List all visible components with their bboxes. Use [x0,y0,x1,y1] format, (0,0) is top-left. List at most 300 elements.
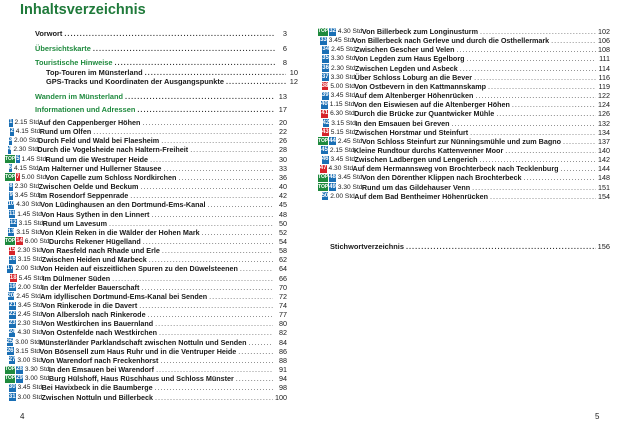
tour-title: Zwischen Oelde und Beckum [38,182,139,192]
tour-number-badge: 24 [8,329,16,336]
tour-number-badge: 19 [9,283,16,290]
tour-row[interactable] [5,393,287,402]
top-badge [5,320,8,328]
toc-page: 3 [282,29,287,38]
leader-dots [249,338,273,347]
tour-duration: 2.15 Std. [329,146,357,154]
tour-title: Rund um Olfen [39,127,92,137]
tour-page: 106 [598,36,610,46]
tour-page: 54 [279,236,287,246]
tour-duration: 3.30 Std. [24,366,52,374]
tour-duration: 2.45 Std. [331,46,358,54]
top-badge [5,393,8,401]
tour-row[interactable] [318,164,610,173]
toc-label: Informationen und Adressen [35,105,136,114]
tour-duration: 3.30 Std. [330,55,358,63]
tour-number-badge: 27 [8,356,16,363]
top-badge [5,183,8,191]
tour-number-badge: 40 [321,101,328,108]
leader-dots [551,36,596,45]
top-badge [318,146,320,154]
tour-row[interactable] [5,182,287,191]
tour-duration: 4.30 Std. [337,28,365,35]
top-badge [5,228,7,236]
tour-page: 62 [279,255,287,265]
tour-page: 137 [598,136,610,146]
top-badge: TOP [5,237,16,244]
tour-number-badge: 31 [8,393,16,400]
tour-title: Zwischen Heiden und Marbeck [41,255,147,265]
tour-duration: 2.00 Std. [17,283,45,291]
tour-page: 77 [279,310,287,320]
leader-dots [561,164,596,173]
leader-dots [236,374,273,383]
tour-number-badge: 18 [9,274,17,281]
tour-title: Durch Feld und Wald bei Flaesheim [38,136,160,146]
toc-row[interactable] [35,58,287,67]
tour-page: 30 [279,154,287,164]
tour-page: 80 [279,319,287,329]
tour-duration: 3.45 Std. [17,302,45,309]
tour-row[interactable] [5,191,287,200]
tour-row[interactable] [318,91,610,100]
tour-page: 88 [279,355,287,365]
tour-row[interactable] [318,109,610,118]
tour-page: 100 [275,392,287,402]
tour-page: 94 [279,374,287,384]
tour-duration: 3.00 Std. [24,375,52,383]
tour-page: 132 [598,118,610,128]
tour-page: 134 [598,127,610,137]
top-badge [5,128,9,136]
tour-row[interactable] [5,310,287,319]
top-badge [318,128,321,136]
tour-row[interactable] [5,365,287,374]
tour-duration: 2.15 Std. [14,119,41,126]
leader-dots [488,82,596,91]
tour-row[interactable] [5,356,287,365]
leader-dots [93,44,275,53]
tour-page: 22 [279,127,287,137]
toc-row[interactable] [35,77,298,86]
tour-number-badge: 38 [321,82,329,89]
leader-dots [490,192,596,201]
leader-dots [64,29,275,38]
tour-row[interactable] [5,164,287,173]
tour-number-badge: 25 [6,338,14,345]
tour-title: Von den Dörenther Klippen nach Brochterbeck [361,173,522,183]
toc-row[interactable] [35,105,287,114]
tour-number-badge: 43 [322,128,329,135]
top-badge: TOP [5,173,16,180]
tour-duration: 2.30 Std. [17,320,44,328]
leader-dots [406,242,596,251]
leader-dots [143,237,273,246]
tour-number-badge: 39 [321,92,329,99]
stichwort-row[interactable] [330,242,610,251]
leader-dots [190,145,273,154]
tour-title: Über Schloss Loburg an die Bever [354,72,473,82]
tour-page: 26 [279,136,287,146]
tour-row[interactable] [5,228,287,237]
tour-row[interactable] [5,145,287,154]
leader-dots [151,210,273,219]
tour-page: 36 [279,172,287,182]
tour-duration: 3.30 Std. [330,73,358,81]
tour-duration: 3.30 Std. [337,183,365,191]
tour-number-badge: 35 [322,55,329,62]
tour-duration: 1.45 Std. [21,155,48,163]
tour-row[interactable] [318,36,610,45]
toc-label: Touristische Hinweise [35,58,113,67]
tour-number-badge: 34 [322,46,330,53]
leader-dots [161,136,273,145]
tour-row[interactable] [318,128,610,137]
tour-page: 20 [279,118,287,127]
tour-title: In den Emsauen bei Warendorf [48,365,155,375]
top-badge [318,64,321,72]
toc-label: Top-Touren im Münsterland [46,68,143,77]
tour-title: Zwischen Horstmar und Steinfurt [354,127,469,137]
tour-row[interactable] [318,155,610,164]
tour-title: Durch die Brücke zur Quantwicker Mühle [354,109,495,119]
tour-page: 72 [279,291,287,301]
leader-dots [160,356,273,365]
leader-dots [480,27,596,36]
tour-duration: 3.45 Std. [330,156,357,164]
top-badge [5,119,8,127]
leader-dots [475,91,596,100]
tour-row[interactable] [5,237,287,246]
toc-page: 6 [282,44,287,53]
leader-dots [156,365,273,374]
tour-page: 74 [279,301,287,310]
top-badge [5,146,7,154]
page-number-left: 4 [20,412,25,421]
tour-number-badge: 1 [9,119,13,125]
top-badge [318,73,321,81]
toc-row[interactable] [35,44,287,53]
top-badge [318,165,319,173]
tour-number-badge: 22 [9,311,16,318]
top-badge: TOP [318,137,329,144]
top-badge [5,247,8,255]
tour-duration: 1.15 Std. [329,101,357,109]
tour-number-badge: 36 [322,64,329,71]
tour-title: Von Capelle zum Schloss Nordkirchen [45,172,177,182]
tour-title: Von Warendorf nach Freckenhorst [41,355,159,365]
tour-row[interactable] [318,192,610,201]
tour-row[interactable] [318,119,610,128]
tour-page: 86 [279,346,287,356]
tour-title: Von Heiden auf eiszeitlichen Spuren zu den Düwelsteenen [39,264,238,274]
tour-title: Von Schloss Steinfurt zur Nünningsmühle und zum Bagno [361,136,562,146]
tour-row[interactable] [318,137,610,146]
top-badge [5,311,8,319]
tour-duration: 3.00 Std. [17,356,44,364]
tour-row[interactable] [5,200,287,209]
stichwort-page: 156 [597,242,610,251]
tour-title: Auf den Cappenberger Höhen [38,118,141,127]
leader-dots [109,219,273,228]
page-title: Inhaltsverzeichnis [20,2,146,18]
tour-duration: 5.00 Std. [330,82,357,90]
top-badge: TOP [318,183,329,190]
tour-duration: 5.45 Std. [18,274,45,282]
tour-number-badge: 30 [8,384,16,391]
leader-dots [496,109,596,118]
tour-number-badge: 13 [7,228,15,235]
tour-title: Von den Eiswiesen auf die Altenberger Höhen [353,100,510,110]
tour-page: 122 [598,91,610,101]
leader-dots [209,292,273,301]
top-badge: TOP [5,155,16,162]
top-badge [318,101,320,109]
leader-dots [125,92,275,101]
tour-duration: 5.00 Std. [21,173,48,181]
tour-number-badge: 44 [329,137,336,144]
toc-row[interactable] [35,29,287,38]
tour-page: 102 [598,27,610,36]
tour-title: Von Klein Reken in die Wälder der Hohen Mark [40,227,200,237]
top-badge [5,164,8,172]
tour-duration: 6.30 Std. [330,110,357,118]
tour-title: Von Ostenfelde nach Westkirchen [41,328,158,338]
tour-row[interactable] [5,374,287,383]
tour-page: 114 [598,63,610,73]
tour-duration: 3.45 Std. [330,92,358,100]
tour-row[interactable] [5,319,287,328]
tour-page: 144 [598,164,610,174]
tour-number-badge: 6 [8,164,12,171]
leader-dots [178,173,273,182]
tour-row[interactable] [318,73,610,82]
tour-title: Burg Hülshoff, Haus Rüschhaus und Schloss Münster [48,374,234,384]
toc-page: 12 [289,77,298,86]
tour-page: 148 [598,173,610,183]
tour-number-badge: 7 [16,173,20,180]
tour-number-badge: 11 [8,210,16,217]
tour-page: 91 [279,365,287,375]
tour-row[interactable] [318,27,610,36]
tour-row[interactable] [318,183,610,192]
tour-page: 64 [279,264,287,274]
leader-dots [240,264,273,273]
tour-row[interactable] [5,283,287,292]
tour-row[interactable] [5,155,287,164]
toc-label: Vorwort [35,29,63,38]
tour-duration: 6.00 Std. [24,237,52,245]
top-badge [318,82,321,90]
tour-row[interactable] [5,301,287,310]
top-badge [318,46,321,54]
tour-title: Von Legden zum Haus Egelborg [354,54,465,64]
tour-page: 119 [598,81,610,91]
tour-duration: 3.45 Std. [17,384,44,392]
tour-number-badge: 46 [321,156,329,163]
tour-duration: 2.30 Std. [17,247,44,255]
tour-duration: 2.30 Std. [330,64,358,72]
tour-row[interactable] [318,45,610,54]
tour-number-badge: 20 [7,292,15,299]
tour-title: Von Westkirchen ins Bauernland [41,319,154,329]
tour-duration: 3.45 Std. [14,192,42,200]
tour-duration: 2.00 Std. [330,192,357,200]
leader-dots [202,228,273,237]
tour-row[interactable] [5,173,287,182]
top-badge: TOP [318,28,329,34]
top-badge [318,192,321,200]
tour-duration: 3.15 Std. [17,256,45,264]
tour-duration: 2.45 Std. [17,311,45,319]
leader-dots [115,58,276,67]
tour-row[interactable] [5,274,287,283]
tour-duration: 4.15 Std. [15,128,43,136]
tour-title: Von Lüdinghausen an den Dortmund-Ems-Kanal [40,200,206,210]
tour-page: 84 [279,337,287,347]
tour-number-badge: 42 [322,119,330,126]
top-badge [318,110,320,118]
tour-number-badge: 41 [321,110,329,117]
tour-page: 154 [598,191,610,201]
tour-title: Zwischen Nottuln und Billerbeck [41,392,153,402]
top-badge [5,347,6,355]
tour-row[interactable] [318,82,610,91]
tour-row[interactable] [5,328,287,337]
top-badge [5,283,8,291]
leader-dots [140,182,273,191]
leader-dots [467,54,596,63]
tour-duration: 3.45 Std. [328,37,356,45]
tour-number-badge: 29 [16,375,23,382]
tour-row[interactable] [5,383,287,392]
leader-dots [563,137,596,146]
tour-duration: 2.30 Std. [13,146,40,154]
tour-title: Von Billerbeck zum Longinusturm [361,27,478,36]
tour-title: Zwischen Legden und Asbeck [354,63,458,73]
tour-page: 33 [279,163,287,173]
tour-duration: 3.15 Std. [331,119,358,127]
tour-number-badge: 32 [329,28,336,34]
tour-page: 108 [598,45,610,55]
tour-duration: 4.30 Std. [328,165,355,173]
tour-title: Am idyllischen Dortmund-Ems-Kanal bei Senden [40,291,208,301]
leader-dots [162,246,273,255]
toc-page: 17 [278,105,287,114]
toc-page: 10 [289,68,298,77]
tour-title: Durchs Rekener Hügelland [48,236,141,246]
tour-row[interactable] [5,255,287,264]
toc-row[interactable] [35,68,298,77]
toc-label: Übersichtskarte [35,44,91,53]
tour-duration: 2.30 Std. [14,183,41,191]
tour-row[interactable] [5,338,287,347]
tour-title: Im Rosendorf Seppenrade [38,191,129,201]
leader-dots [512,100,596,109]
top-badge [5,137,8,145]
tour-row[interactable] [5,347,287,356]
top-badge [5,265,6,273]
tour-page: 50 [279,218,287,228]
tour-duration: 3.15 Std. [15,347,42,355]
tour-duration: 3.15 Std. [16,228,43,236]
top-badge [318,55,321,63]
toc-row[interactable] [35,92,287,101]
tour-title: Auf dem Altenberger Höhenrücken [354,91,474,101]
tour-row[interactable] [5,264,287,273]
top-badge: TOP [5,375,16,382]
tour-number-badge: 47 [319,165,327,172]
tour-title: Auf dem Hermannsweg von Brochterbeck nach Tecklenburg [352,164,559,174]
tour-row[interactable] [5,127,287,136]
leader-dots [155,383,273,392]
leader-dots [470,128,596,137]
tour-title: In der Merfelder Bauerschaft [41,282,140,292]
tour-duration: 5.15 Std. [330,128,358,136]
tour-title: Münsterländer Parklandschaft zwischen Nottuln und Senden [39,337,247,347]
tour-title: Rund um Lavesum [42,218,107,228]
tour-row[interactable] [5,246,287,255]
leader-dots [155,393,273,402]
tour-page: 70 [279,282,287,292]
top-badge [5,329,8,337]
tour-row[interactable] [5,292,287,301]
tour-row[interactable] [318,100,610,109]
tour-duration: 3.45 Std. [337,174,365,182]
leader-dots [130,191,273,200]
tour-duration: 3.15 Std. [18,219,46,227]
tour-row[interactable] [318,54,610,63]
tour-row[interactable] [5,136,287,145]
tour-page: 111 [599,54,610,64]
top-badge [5,219,9,227]
top-badge [318,119,322,127]
tour-row[interactable] [318,64,610,73]
tour-duration: 4.30 Std. [17,329,44,337]
tour-title: Am Halterner und Hullerner Stausee [38,163,162,173]
leader-dots [505,146,596,155]
leader-dots [155,319,273,328]
leader-dots [163,164,273,173]
toc-label: Wandern im Münsterland [35,92,124,101]
tour-duration: 4.15 Std. [14,164,41,172]
tour-row[interactable] [5,118,287,127]
tour-page: 42 [279,191,287,201]
tour-duration: 2.45 Std. [16,292,43,300]
tour-title: Zwischen Gescher und Velen [355,45,455,55]
leader-dots [141,283,273,292]
tour-row[interactable] [5,210,287,219]
top-badge [5,201,7,209]
leader-dots [226,77,286,86]
tour-page: 98 [279,383,287,393]
tour-number-badge: 2 [10,128,14,135]
tour-number-badge: 10 [7,201,15,208]
top-badge [5,256,8,264]
tour-row[interactable] [318,173,610,182]
tour-title: Von Bösensell zum Haus Ruhr und in die Ventruper Heide [39,346,237,356]
tour-row[interactable] [5,219,287,228]
top-badge [5,338,6,346]
tour-row[interactable] [318,146,610,155]
tour-duration: 2.45 Std. [337,137,365,145]
tour-number-badge: 9 [9,192,13,199]
top-badge [5,274,9,282]
tour-title: Kleine Rundtour durchs Kattenvenner Moor [353,145,504,155]
tour-title: Zwischen Ladbergen und Lengerich [354,155,478,165]
tour-number-badge: 28 [16,366,23,373]
tour-title: Von Raesfeld nach Rhade und Erle [41,246,160,256]
